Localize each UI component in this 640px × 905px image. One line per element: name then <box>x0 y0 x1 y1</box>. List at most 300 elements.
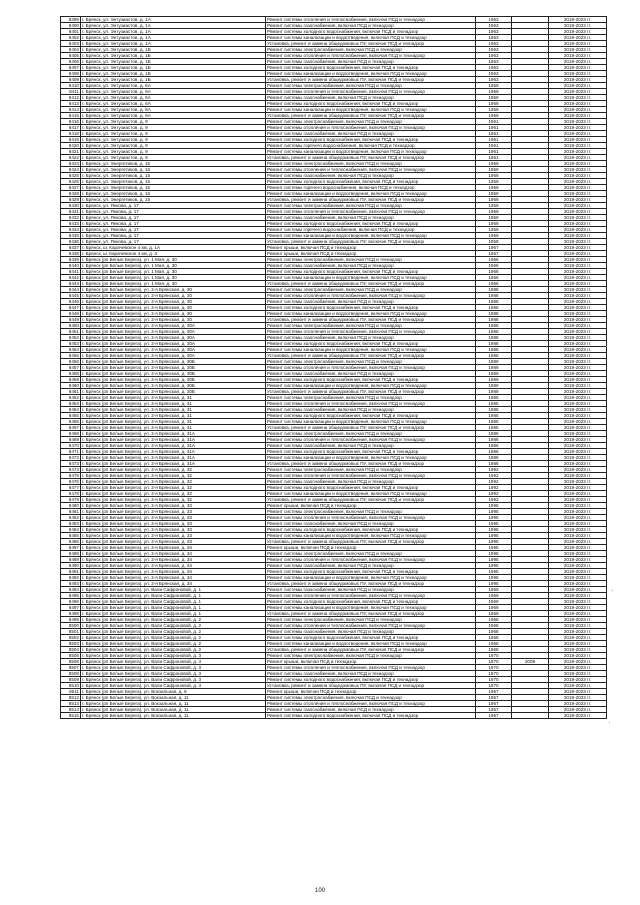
address-cell: г. Брянск, ул. Энтузиастов, д. 1Б <box>81 71 266 77</box>
row-number-cell: 8427 <box>61 185 81 191</box>
address-cell: г. Брянск (рп Белые Берега), ул. Вали Сафроновой, д. 1 <box>81 605 266 611</box>
build-year-cell: 1959 <box>476 203 512 209</box>
work-type-cell: Ремонт системы газоснабжения, включая ПСД и технадзор <box>266 587 476 593</box>
work-type-cell: Ремонт системы холодного водоснабжения, включая ПСД и технадзор <box>266 341 476 347</box>
row-number-cell: 8484 <box>61 527 81 533</box>
work-type-cell: Ремонт системы холодного водоснабжения, включая ПСД и технадзор <box>266 713 476 719</box>
last-repair-year-cell <box>512 713 549 719</box>
row-number-cell: 8482 <box>61 515 81 521</box>
address-cell: г. Брянск, ул. Энтузиастов, д. 1Б <box>81 77 266 83</box>
planned-period-cell: 2019-2023 гг. <box>549 449 607 455</box>
planned-period-cell: 2019-2023 гг. <box>549 509 607 515</box>
last-repair-year-cell: 2009 <box>512 659 549 665</box>
address-cell: г. Брянск, ул. Энергетиков, д. 15 <box>81 179 266 185</box>
address-cell: г. Брянск (рп Белые Берега), ул. 2-я Брянская, д. 33 <box>81 527 266 533</box>
planned-period-cell: 2019-2023 гг. <box>549 293 607 299</box>
address-cell: г. Брянск (рп Белые Берега), ул. 2-я Брянская, д. 30 <box>81 317 266 323</box>
build-year-cell: 1985 <box>476 401 512 407</box>
address-cell: г. Брянск, ул. Янкова, д. 17 <box>81 233 266 239</box>
build-year-cell: 1967 <box>476 245 512 251</box>
build-year-cell: 1995 <box>476 551 512 557</box>
row-number-cell: 8465 <box>61 413 81 419</box>
planned-period-cell: 2019-2023 гг. <box>549 593 607 599</box>
row-number-cell: 8415 <box>61 113 81 119</box>
planned-period-cell: 2019-2023 гг. <box>549 35 607 41</box>
planned-period-cell: 2019-2023 гг. <box>549 17 607 23</box>
build-year-cell: 1989 <box>476 371 512 377</box>
address-cell: г. Брянск (рп Белые Берега), ул. Вали Сафроновой, д. 2 <box>81 629 266 635</box>
build-year-cell: 1959 <box>476 95 512 101</box>
row-number-cell: 8405 <box>61 53 81 59</box>
work-type-cell: Ремонт системы холодного водоснабжения, включая ПСД и технадзор <box>266 221 476 227</box>
row-number-cell: 8448 <box>61 311 81 317</box>
work-type-cell: Ремонт системы канализации и водоотведения, включая ПСД и технадзор <box>266 455 476 461</box>
work-type-cell: Ремонт системы газоснабжения, включая ПСД и технадзор <box>266 707 476 713</box>
work-type-cell: Ремонт системы газоснабжения, включая ПСД и технадзор <box>266 95 476 101</box>
work-type-cell: Установка, ремонт и замена общедомовых ПУ, включая ПСД и технадзор <box>266 317 476 323</box>
work-type-cell: Ремонт системы канализации и водоотведения, включая ПСД и технадзор <box>266 107 476 113</box>
address-cell: г. Брянск (рп Белые Берега), ул. 2-я Брянская, д. 31А <box>81 443 266 449</box>
planned-period-cell: 2019-2023 гг. <box>549 635 607 641</box>
row-number-cell: 8441 <box>61 269 81 275</box>
planned-period-cell: 2019-2023 гг. <box>549 197 607 203</box>
work-type-cell: Установка, ремонт и замена общедомовых ПУ, включая ПСД и технадзор <box>266 497 476 503</box>
row-number-cell: 8460 <box>61 383 81 389</box>
build-year-cell: 1966 <box>476 281 512 287</box>
address-cell: г. Брянск, ул. Энергетиков, д. 15 <box>81 173 266 179</box>
work-type-cell: Ремонт системы отопления и теплоснабжения, включая ПСД и технадзор <box>266 593 476 599</box>
planned-period-cell: 2019-2023 гг. <box>549 611 607 617</box>
planned-period-cell: 2019-2023 гг. <box>549 569 607 575</box>
planned-period-cell: 2019-2023 гг. <box>549 125 607 131</box>
build-year-cell: 1963 <box>476 41 512 47</box>
address-cell: г. Брянск, ул. Янкова, д. 17 <box>81 221 266 227</box>
work-type-cell: Ремонт системы электроснабжения, включая ПСД и технадзор <box>266 359 476 365</box>
row-number-cell: 8431 <box>61 209 81 215</box>
row-number-cell: 8432 <box>61 215 81 221</box>
work-type-cell: Установка, ремонт и замена общедомовых ПУ, включая ПСД и технадзор <box>266 281 476 287</box>
planned-period-cell: 2019-2023 гг. <box>549 401 607 407</box>
work-type-cell: Ремонт системы холодного водоснабжения, включая ПСД и технадзор <box>266 635 476 641</box>
work-type-cell: Ремонт системы отопления и теплоснабжения, включая ПСД и технадзор <box>266 437 476 443</box>
work-schedule-table <box>60 16 607 719</box>
work-type-cell: Ремонт системы холодного водоснабжения, включая ПСД и технадзор <box>266 29 476 35</box>
work-schedule-sheet <box>60 16 592 719</box>
build-year-cell: 1961 <box>476 125 512 131</box>
address-cell: г. Брянск, ул. Энергетиков, д. 15 <box>81 185 266 191</box>
address-cell: г. Брянск, ул. Энтузиастов, д. 9 <box>81 125 266 131</box>
planned-period-cell: 2019-2023 гг. <box>549 149 607 155</box>
build-year-cell: 1988 <box>476 341 512 347</box>
address-cell: г. Брянск (рп Белые Берега), ул. 2-я Брянская, д. 31 <box>81 395 266 401</box>
address-cell: г. Брянск (рп Белые Берега), ул. 2-я Брянская, д. 33 <box>81 509 266 515</box>
build-year-cell: 1988 <box>476 323 512 329</box>
address-cell: г. Брянск (рп Белые Берега), ул. 2-я Брянская, д. 33 <box>81 539 266 545</box>
work-type-cell: Ремонт системы отопления и теплоснабжения, включая ПСД и технадзор <box>266 17 476 23</box>
row-number-cell: 8498 <box>61 611 81 617</box>
work-type-cell: Ремонт системы газоснабжения, включая ПСД и технадзор <box>266 59 476 65</box>
work-type-cell: Установка, ремонт и замена общедомовых ПУ, включая ПСД и технадзор <box>266 389 476 395</box>
address-cell: г. Брянск (рп Белые Берега), ул. Вали Сафроновой, д. 1 <box>81 587 266 593</box>
row-number-cell: 8413 <box>61 101 81 107</box>
work-type-cell: Ремонт системы электроснабжения, включая ПСД и технадзор <box>266 287 476 293</box>
build-year-cell: 1970 <box>476 683 512 689</box>
planned-period-cell: 2019-2023 гг. <box>549 365 607 371</box>
row-number-cell: 8510 <box>61 683 81 689</box>
planned-period-cell: 2019-2023 гг. <box>549 119 607 125</box>
work-type-cell: Установка, ремонт и замена общедомовых ПУ, включая ПСД и технадзор <box>266 683 476 689</box>
planned-period-cell: 2019-2023 гг. <box>549 707 607 713</box>
planned-period-cell: 2019-2023 гг. <box>549 677 607 683</box>
build-year-cell: 1985 <box>476 407 512 413</box>
build-year-cell: 1966 <box>476 275 512 281</box>
build-year-cell: 1989 <box>476 365 512 371</box>
address-cell: г. Брянск, ш. Карачевское 4 км, д. 3 <box>81 251 266 257</box>
build-year-cell: 1963 <box>476 77 512 83</box>
row-number-cell: 8492 <box>61 575 81 581</box>
build-year-cell: 1992 <box>476 473 512 479</box>
address-cell: г. Брянск (рп Белые Берега), ул. 2-я Брянская, д. 30А <box>81 329 266 335</box>
work-type-cell: Ремонт системы канализации и водоотведения, включая ПСД и технадзор <box>266 35 476 41</box>
row-number-cell: 8496 <box>61 599 81 605</box>
build-year-cell: 1988 <box>476 335 512 341</box>
build-year-cell: 1969 <box>476 605 512 611</box>
work-type-cell: Ремонт системы отопления и теплоснабжения, включая ПСД и технадзор <box>266 293 476 299</box>
work-type-cell: Ремонт системы электроснабжения, включая ПСД и технадзор <box>266 695 476 701</box>
address-cell: г. Брянск (рп Белые Берега), ул. 2-я Брянская, д. 31 <box>81 401 266 407</box>
build-year-cell: 1995 <box>476 533 512 539</box>
planned-period-cell: 2019-2023 гг. <box>549 695 607 701</box>
work-type-cell: Ремонт системы электроснабжения, включая ПСД и технадзор <box>266 203 476 209</box>
work-type-cell: Ремонт системы отопления и теплоснабжения, включая ПСД и технадзор <box>266 125 476 131</box>
address-cell: г. Брянск, ул. Энтузиастов, д. 6А <box>81 107 266 113</box>
row-number-cell: 8426 <box>61 179 81 185</box>
address-cell: г. Брянск (рп Белые Берега), ул. Вали Сафроновой, д. 3 <box>81 659 266 665</box>
work-type-cell: Ремонт крыши, включая ПСД и технадзор <box>266 689 476 695</box>
work-type-cell: Установка, ремонт и замена общедомовых ПУ, включая ПСД и технадзор <box>266 353 476 359</box>
planned-period-cell: 2019-2023 гг. <box>549 77 607 83</box>
work-type-cell: Ремонт системы отопления и теплоснабжения, включая ПСД и технадзор <box>266 89 476 95</box>
address-cell: г. Брянск (рп Белые Берега), ул. 2-я Брянская, д. 30Б <box>81 359 266 365</box>
address-cell: г. Брянск, ул. Энергетиков, д. 15 <box>81 191 266 197</box>
row-number-cell: 8500 <box>61 623 81 629</box>
planned-period-cell: 2019-2023 гг. <box>549 281 607 287</box>
work-type-cell: Ремонт системы газоснабжения, включая ПСД и технадзор <box>266 299 476 305</box>
row-number-cell: 8514 <box>61 707 81 713</box>
row-number-cell: 8417 <box>61 125 81 131</box>
address-cell: г. Брянск (рп Белые Берега), ул. Вали Сафроновой, д. 2 <box>81 647 266 653</box>
work-type-cell: Ремонт системы газоснабжения, включая ПСД и технадзор <box>266 131 476 137</box>
address-cell: г. Брянск (рп Белые Берега), ул. 2-я Брянская, д. 32 <box>81 467 266 473</box>
planned-period-cell: 2019-2023 гг. <box>549 689 607 695</box>
build-year-cell: 1959 <box>476 89 512 95</box>
work-type-cell: Установка, ремонт и замена общедомовых ПУ, включая ПСД и технадзор <box>266 647 476 653</box>
work-type-cell: Ремонт системы холодного водоснабжения, включая ПСД и технадзор <box>266 569 476 575</box>
build-year-cell: 1959 <box>476 185 512 191</box>
build-year-cell: 1959 <box>476 209 512 215</box>
work-type-cell: Ремонт системы холодного водоснабжения, включая ПСД и технадзор <box>266 377 476 383</box>
row-number-cell: 8479 <box>61 497 81 503</box>
address-cell: г. Брянск (рп Белые Берега), ул. 2-я Брянская, д. 32 <box>81 497 266 503</box>
address-cell: г. Брянск (рп Белые Берега), ул. 2-я Брянская, д. 30Б <box>81 371 266 377</box>
planned-period-cell: 2019-2023 гг. <box>549 683 607 689</box>
address-cell: г. Брянск (рп Белые Берега), ул. Вали Сафроновой, д. 3 <box>81 677 266 683</box>
planned-period-cell: 2019-2023 гг. <box>549 581 607 587</box>
address-cell: г. Брянск (рп Белые Берега), ул. Вокзальная, д. 11 <box>81 707 266 713</box>
build-year-cell: 1968 <box>476 635 512 641</box>
build-year-cell: 1992 <box>476 497 512 503</box>
build-year-cell: 1959 <box>476 191 512 197</box>
address-cell: г. Брянск (рп Белые Берега), ул. 2-я Брянская, д. 32 <box>81 473 266 479</box>
planned-period-cell: 2019-2023 гг. <box>549 671 607 677</box>
work-type-cell: Ремонт системы холодного водоснабжения, включая ПСД и технадзор <box>266 269 476 275</box>
address-cell: г. Брянск (рп Белые Берега), ул. 2-я Брянская, д. 33 <box>81 515 266 521</box>
row-number-cell: 8512 <box>61 695 81 701</box>
address-cell: г. Брянск (рп Белые Берега), ул. Вали Сафроновой, д. 2 <box>81 641 266 647</box>
planned-period-cell: 2019-2023 гг. <box>549 95 607 101</box>
build-year-cell: 1970 <box>476 659 512 665</box>
work-type-cell: Ремонт крыши, включая ПСД и технадзор <box>266 545 476 551</box>
planned-period-cell: 2019-2023 гг. <box>549 47 607 53</box>
planned-period-cell: 2019-2023 гг. <box>549 59 607 65</box>
build-year-cell: 1957 <box>476 695 512 701</box>
planned-period-cell: 2019-2023 гг. <box>549 647 607 653</box>
work-type-cell: Ремонт системы канализации и водоотведения, включая ПСД и технадзор <box>266 575 476 581</box>
row-number-cell: 8433 <box>61 221 81 227</box>
address-cell: г. Брянск (рп Белые Берега), ул. Вали Сафроновой, д. 2 <box>81 635 266 641</box>
planned-period-cell: 2019-2023 гг. <box>549 71 607 77</box>
planned-period-cell: 2019-2023 гг. <box>549 245 607 251</box>
row-number-cell: 8407 <box>61 65 81 71</box>
planned-period-cell: 2019-2023 гг. <box>549 437 607 443</box>
build-year-cell: 1961 <box>476 131 512 137</box>
planned-period-cell: 2019-2023 гг. <box>549 299 607 305</box>
planned-period-cell: 2019-2023 гг. <box>549 179 607 185</box>
row-number-cell: 8408 <box>61 71 81 77</box>
work-type-cell: Установка, ремонт и замена общедомовых ПУ, включая ПСД и технадзор <box>266 461 476 467</box>
row-number-cell: 8457 <box>61 365 81 371</box>
row-number-cell: 8402 <box>61 35 81 41</box>
build-year-cell: 1959 <box>476 233 512 239</box>
row-number-cell: 8489 <box>61 557 81 563</box>
build-year-cell: 1959 <box>476 161 512 167</box>
planned-period-cell: 2019-2023 гг. <box>549 221 607 227</box>
address-cell: г. Брянск (рп Белые Берега), ул. 2-я Брянская, д. 30 <box>81 299 266 305</box>
table-row <box>61 659 607 665</box>
row-number-cell: 8420 <box>61 143 81 149</box>
build-year-cell: 1970 <box>476 665 512 671</box>
row-number-cell: 8399 <box>61 17 81 23</box>
planned-period-cell: 2019-2023 гг. <box>549 29 607 35</box>
address-cell: г. Брянск (рп Белые Берега), ул. 2-я Брянская, д. 31 <box>81 413 266 419</box>
work-type-cell: Ремонт системы холодного водоснабжения, включая ПСД и технадзор <box>266 137 476 143</box>
build-year-cell: 1963 <box>476 23 512 29</box>
planned-period-cell: 2019-2023 гг. <box>549 587 607 593</box>
row-number-cell: 8453 <box>61 341 81 347</box>
work-type-cell: Ремонт системы электроснабжения, включая ПСД и технадзор <box>266 467 476 473</box>
planned-period-cell: 2019-2023 гг. <box>549 527 607 533</box>
row-number-cell: 8418 <box>61 131 81 137</box>
address-cell: г. Брянск (рп Белые Берега), ул. 2-я Брянская, д. 31 <box>81 419 266 425</box>
planned-period-cell: 2019-2023 гг. <box>549 329 607 335</box>
planned-period-cell: 2019-2023 гг. <box>549 557 607 563</box>
planned-period-cell: 2019-2023 гг. <box>549 53 607 59</box>
row-number-cell: 8445 <box>61 293 81 299</box>
planned-period-cell: 2019-2023 гг. <box>549 347 607 353</box>
address-cell: г. Брянск (рп Белые Берега), ул. Вокзальная, д. 11 <box>81 701 266 707</box>
planned-period-cell: 2019-2023 гг. <box>549 563 607 569</box>
row-number-cell: 8471 <box>61 449 81 455</box>
work-type-cell: Установка, ремонт и замена общедомовых ПУ, включая ПСД и технадзор <box>266 239 476 245</box>
row-number-cell: 8442 <box>61 275 81 281</box>
address-cell: г. Брянск (рп Белые Берега), ул. 2-я Брянская, д. 30А <box>81 341 266 347</box>
planned-period-cell: 2019-2023 гг. <box>549 263 607 269</box>
row-number-cell: 8467 <box>61 425 81 431</box>
address-cell: г. Брянск, ул. Энтузиастов, д. 6А <box>81 89 266 95</box>
planned-period-cell: 2019-2023 гг. <box>549 107 607 113</box>
work-type-cell: Ремонт системы горячего водоснабжения, включая ПСД и технадзор <box>266 143 476 149</box>
row-number-cell: 8446 <box>61 299 81 305</box>
address-cell: г. Брянск, ул. Энтузиастов, д. 9 <box>81 119 266 125</box>
row-number-cell: 8450 <box>61 323 81 329</box>
address-cell: г. Брянск (рп Белые Берега), ул. 1 Мая, д. 30 <box>81 275 266 281</box>
work-type-cell: Ремонт системы холодного водоснабжения, включая ПСД и технадзор <box>266 413 476 419</box>
row-number-cell: 8456 <box>61 359 81 365</box>
address-cell: г. Брянск, ул. Энтузиастов, д. 9 <box>81 155 266 161</box>
work-type-cell: Ремонт системы электроснабжения, включая ПСД и технадзор <box>266 47 476 53</box>
build-year-cell: 1985 <box>476 425 512 431</box>
work-type-cell: Ремонт системы холодного водоснабжения, включая ПСД и технадзор <box>266 179 476 185</box>
planned-period-cell: 2019-2023 гг. <box>549 275 607 281</box>
work-type-cell: Ремонт системы холодного водоснабжения, включая ПСД и технадзор <box>266 485 476 491</box>
address-cell: г. Брянск (рп Белые Берега), ул. 2-я Брянская, д. 32 <box>81 491 266 497</box>
work-type-cell: Установка, ремонт и замена общедомовых ПУ, включая ПСД и технадзор <box>266 113 476 119</box>
work-type-cell: Ремонт системы канализации и водоотведения, включая ПСД и технадзор <box>266 275 476 281</box>
row-number-cell: 8495 <box>61 593 81 599</box>
work-type-cell: Ремонт системы канализации и водоотведения, включая ПСД и технадзор <box>266 383 476 389</box>
row-number-cell: 8451 <box>61 329 81 335</box>
build-year-cell: 1969 <box>476 587 512 593</box>
work-type-cell: Ремонт системы канализации и водоотведения, включая ПСД и технадзор <box>266 233 476 239</box>
address-cell: г. Брянск (рп Белые Берега), ул. 2-я Брянская, д. 30 <box>81 287 266 293</box>
work-type-cell: Ремонт крыши, включая ПСД и технадзор <box>266 245 476 251</box>
row-number-cell: 8477 <box>61 485 81 491</box>
build-year-cell: 1957 <box>476 701 512 707</box>
work-type-cell: Ремонт системы электроснабжения, включая ПСД и технадзор <box>266 431 476 437</box>
row-number-cell: 8483 <box>61 521 81 527</box>
row-number-cell: 8423 <box>61 161 81 167</box>
address-cell: г. Брянск, ул. Янкова, д. 17 <box>81 215 266 221</box>
row-number-cell: 8502 <box>61 635 81 641</box>
planned-period-cell: 2019-2023 гг. <box>549 641 607 647</box>
planned-period-cell: 2019-2023 гг. <box>549 413 607 419</box>
address-cell: г. Брянск, ул. Энтузиастов, д. 1Б <box>81 65 266 71</box>
build-year-cell: 1995 <box>476 563 512 569</box>
build-year-cell: 1989 <box>476 377 512 383</box>
build-year-cell: 1969 <box>476 611 512 617</box>
build-year-cell: 1988 <box>476 347 512 353</box>
planned-period-cell: 2019-2023 гг. <box>549 173 607 179</box>
address-cell: г. Брянск (рп Белые Берега), ул. 2-я Брянская, д. 34 <box>81 575 266 581</box>
planned-period-cell: 2019-2023 гг. <box>549 227 607 233</box>
work-type-cell: Ремонт системы канализации и водоотведения, включая ПСД и технадзор <box>266 491 476 497</box>
planned-period-cell: 2019-2023 гг. <box>549 713 607 719</box>
address-cell: г. Брянск (рп Белые Берега), ул. Вокзальная, д. 9 <box>81 689 266 695</box>
planned-period-cell: 2019-2023 гг. <box>549 89 607 95</box>
work-type-cell: Ремонт системы горячего водоснабжения, включая ПСД и технадзор <box>266 185 476 191</box>
planned-period-cell: 2019-2023 гг. <box>549 389 607 395</box>
row-number-cell: 8430 <box>61 203 81 209</box>
row-number-cell: 8447 <box>61 305 81 311</box>
row-number-cell: 8437 <box>61 245 81 251</box>
build-year-cell: 1970 <box>476 653 512 659</box>
row-number-cell: 8481 <box>61 509 81 515</box>
address-cell: г. Брянск, ул. Энтузиастов, д. 1А <box>81 35 266 41</box>
build-year-cell: 1959 <box>476 215 512 221</box>
build-year-cell: 1995 <box>476 569 512 575</box>
planned-period-cell: 2019-2023 гг. <box>549 113 607 119</box>
address-cell: г. Брянск, ул. Энтузиастов, д. 6А <box>81 101 266 107</box>
address-cell: г. Брянск, ул. Энтузиастов, д. 9 <box>81 131 266 137</box>
work-type-cell: Ремонт системы отопления и теплоснабжения, включая ПСД и технадзор <box>266 557 476 563</box>
row-number-cell: 8499 <box>61 617 81 623</box>
work-type-cell: Установка, ремонт и замена общедомовых ПУ, включая ПСД и технадзор <box>266 197 476 203</box>
address-cell: г. Брянск (рп Белые Берега), ул. 2-я Брянская, д. 30 <box>81 293 266 299</box>
work-type-cell: Установка, ремонт и замена общедомовых ПУ, включая ПСД и технадзор <box>266 77 476 83</box>
planned-period-cell: 2019-2023 гг. <box>549 623 607 629</box>
planned-period-cell: 2019-2023 гг. <box>549 323 607 329</box>
address-cell: г. Брянск (рп Белые Берега), ул. 1 Мая, д. 30 <box>81 263 266 269</box>
build-year-cell: 1968 <box>476 617 512 623</box>
build-year-cell: 1959 <box>476 173 512 179</box>
row-number-cell: 8487 <box>61 545 81 551</box>
build-year-cell: 1969 <box>476 599 512 605</box>
work-type-cell: Ремонт системы холодного водоснабжения, включая ПСД и технадзор <box>266 527 476 533</box>
planned-period-cell: 2019-2023 гг. <box>549 659 607 665</box>
build-year-cell: 1957 <box>476 707 512 713</box>
work-type-cell: Ремонт системы электроснабжения, включая ПСД и технадзор <box>266 161 476 167</box>
work-type-cell: Ремонт системы отопления и теплоснабжения, включая ПСД и технадзор <box>266 365 476 371</box>
build-year-cell: 1989 <box>476 359 512 365</box>
address-cell: г. Брянск (рп Белые Берега), ул. 2-я Брянская, д. 31А <box>81 455 266 461</box>
build-year-cell: 1968 <box>476 623 512 629</box>
address-cell: г. Брянск (рп Белые Берега), ул. 2-я Брянская, д. 30Б <box>81 383 266 389</box>
row-number-cell: 8463 <box>61 401 81 407</box>
planned-period-cell: 2019-2023 гг. <box>549 353 607 359</box>
row-number-cell: 8452 <box>61 335 81 341</box>
row-number-cell: 8454 <box>61 347 81 353</box>
planned-period-cell: 2019-2023 гг. <box>549 599 607 605</box>
row-number-cell: 8506 <box>61 659 81 665</box>
row-number-cell: 8406 <box>61 59 81 65</box>
work-type-cell: Ремонт системы газоснабжения, включая ПСД и технадзор <box>266 23 476 29</box>
work-type-cell: Ремонт системы горячего водоснабжения, включая ПСД и технадзор <box>266 227 476 233</box>
address-cell: г. Брянск (рп Белые Берега), ул. 1 Мая, д. 30 <box>81 281 266 287</box>
planned-period-cell: 2019-2023 гг. <box>549 191 607 197</box>
address-cell: г. Брянск (рп Белые Берега), ул. 2-я Брянская, д. 34 <box>81 551 266 557</box>
build-year-cell: 1988 <box>476 329 512 335</box>
row-number-cell: 8488 <box>61 551 81 557</box>
work-type-cell: Ремонт системы газоснабжения, включая ПСД и технадзор <box>266 215 476 221</box>
row-number-cell: 8424 <box>61 167 81 173</box>
work-type-cell: Ремонт системы электроснабжения, включая ПСД и технадзор <box>266 395 476 401</box>
work-type-cell: Ремонт системы газоснабжения, включая ПСД и технадзор <box>266 407 476 413</box>
address-cell: г. Брянск, ул. Энтузиастов, д. 6А <box>81 113 266 119</box>
work-type-cell: Ремонт системы канализации и водоотведения, включая ПСД и технадзор <box>266 419 476 425</box>
build-year-cell: 1963 <box>476 71 512 77</box>
row-number-cell: 8428 <box>61 191 81 197</box>
work-type-cell: Ремонт системы холодного водоснабжения, включая ПСД и технадзор <box>266 305 476 311</box>
